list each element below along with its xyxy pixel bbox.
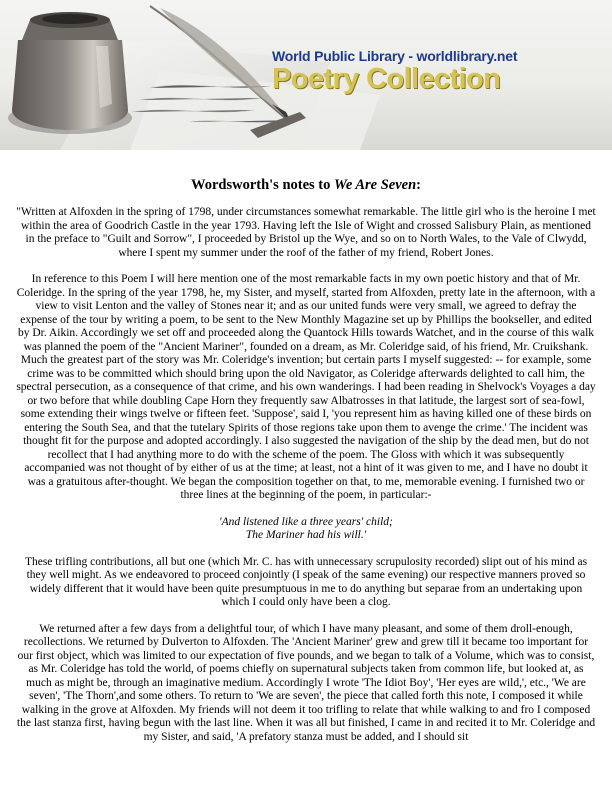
page-title: [0, 177, 612, 194]
paragraph: In reference to this Poem I will here mention one of the most remarkable facts in my own poetic history and that of Mr. Coleridge. In the spring of the year 1798, he, my Sister, and myself, started from Alfoxden, pretty late in the afternoon, with a view to visit Lenton and the valley of Stones near it; and as our united funds were very small, we agreed to defray the expense of the tour by writing a poem, to be sent to the New Monthly Magazine set up by Phillips the bookseller, and edited by Dr. Aikin. Accordingly we set off and proceeded along the Quantock Hills towards Watchet, and in the course of this walk was planned the poem of the "Ancient Mariner", founded on a dream, as Mr. Coleridge said, of his friend, Mr. Cruikshank. Much the greatest part of the story was Mr. Coleridge's invention; but certain parts I myself suggested: -- for example, some crime was to be committed which should bring upon the old Navigator, as Coleridge afterwards delighted to call him, the spectral persecution, as a consequence of that crime, and his own wanderings. I had been reading in Shelvock's Voyages a day or two before that while doubling Cape Horn they frequently saw Albatrosses in that latitude, the largest sort of sea-fowl, some extending their wings twelve or fifteen feet. 'Suppose', said I, 'you represent him as having killed one of these birds on entering the South Sea, and that the tutelary Spirits of those regions take upon them to avenge the crime.' The incident was thought fit for the purpose and adopted accordingly. I also suggested the navigation of the ship by the dead men, but do not recollect that I had anything more to do with the scheme of the poem. The Gloss with which it was subsequently accompanied was not thought of by either of us at the time; at least, not a hint of it was given to me, and I have no doubt it was a gratuitous after-thought. We began the composition together on that, to me, memorable evening. I furnished two or three lines at the beginning of the poem, in particular:-: [16, 273, 596, 501]
article-body: [16, 206, 596, 757]
site-url: worldlibrary.net: [416, 48, 518, 64]
paragraph: These trifling contributions, all but one (which Mr. C. has with unnecessary scrupulosity recorded) slipt out of his mind as they well might. As we endeavored to proceed conjointly (I speak of the same evening) our respective manners proved so widely different that it would have been quite presumptuous in me to do anything but separae from an undertaking upon which I could only have been a clog.: [24, 555, 588, 608]
collection-title: Poetry Collection: [272, 63, 501, 95]
paragraph: We returned after a few days from a delightful tour, of which I have many pleasant, and some of them droll-enough, recollections. We returned by Dulverton to Alfoxden. The 'Ancient Mariner' grew and grew till it became too important for our first object, which was limited to our expectation of five pounds, and we began to talk of a Volume, which was to consist, as Mr. Coleridge has told the world, of poems chiefly on supernatural subjects taken from common life, but looked at, as much as might be, through an imaginative medium. Accordingly I wrote 'The Idiot Boy', 'Her eyes are wild,', etc., 'We are seven', 'The Thorn',and some others. To return to 'We are seven', the piece that called forth this note, I composed it while walking in the grove at Alfoxden. My friends will not deem it too trifling to relate that while walking to and fro I composed the last stanza first, having begun with the last line. When it was all but finished, I came in and recited it to Mr. Coleridge and my Sister, and said, 'A prefatory stanza must be added, and I should sit: [16, 622, 596, 743]
paragraph: "Written at Alfoxden in the spring of 1798, under circumstances somewhat remarkable. The little girl who is the heroine I met within the area of Goodrich Castle in the year 1793. Having left the Isle of Wight and crossed Salisbury Plain, as mentioned in the preface to "Guilt and Sorrow", I proceeded by Bristol up the Wye, and so on to North Wales, to the Vale of Clwydd, where I spent my summer under the roof of the father of my friend, Robert Jones.: [16, 206, 596, 259]
title-work: We Are Seven: [334, 177, 417, 193]
site-separator: -: [404, 48, 417, 64]
header-banner: [0, 0, 612, 150]
title-prefix: Wordsworth's notes to: [191, 177, 334, 193]
site-name-line: [272, 48, 517, 64]
verse-line: 'And listened like a three years' child;: [219, 515, 393, 528]
title-suffix: :: [416, 177, 421, 193]
verse-quote: [16, 516, 596, 543]
site-name: World Public Library: [272, 48, 405, 64]
verse-line: The Mariner had his will.': [245, 529, 367, 541]
